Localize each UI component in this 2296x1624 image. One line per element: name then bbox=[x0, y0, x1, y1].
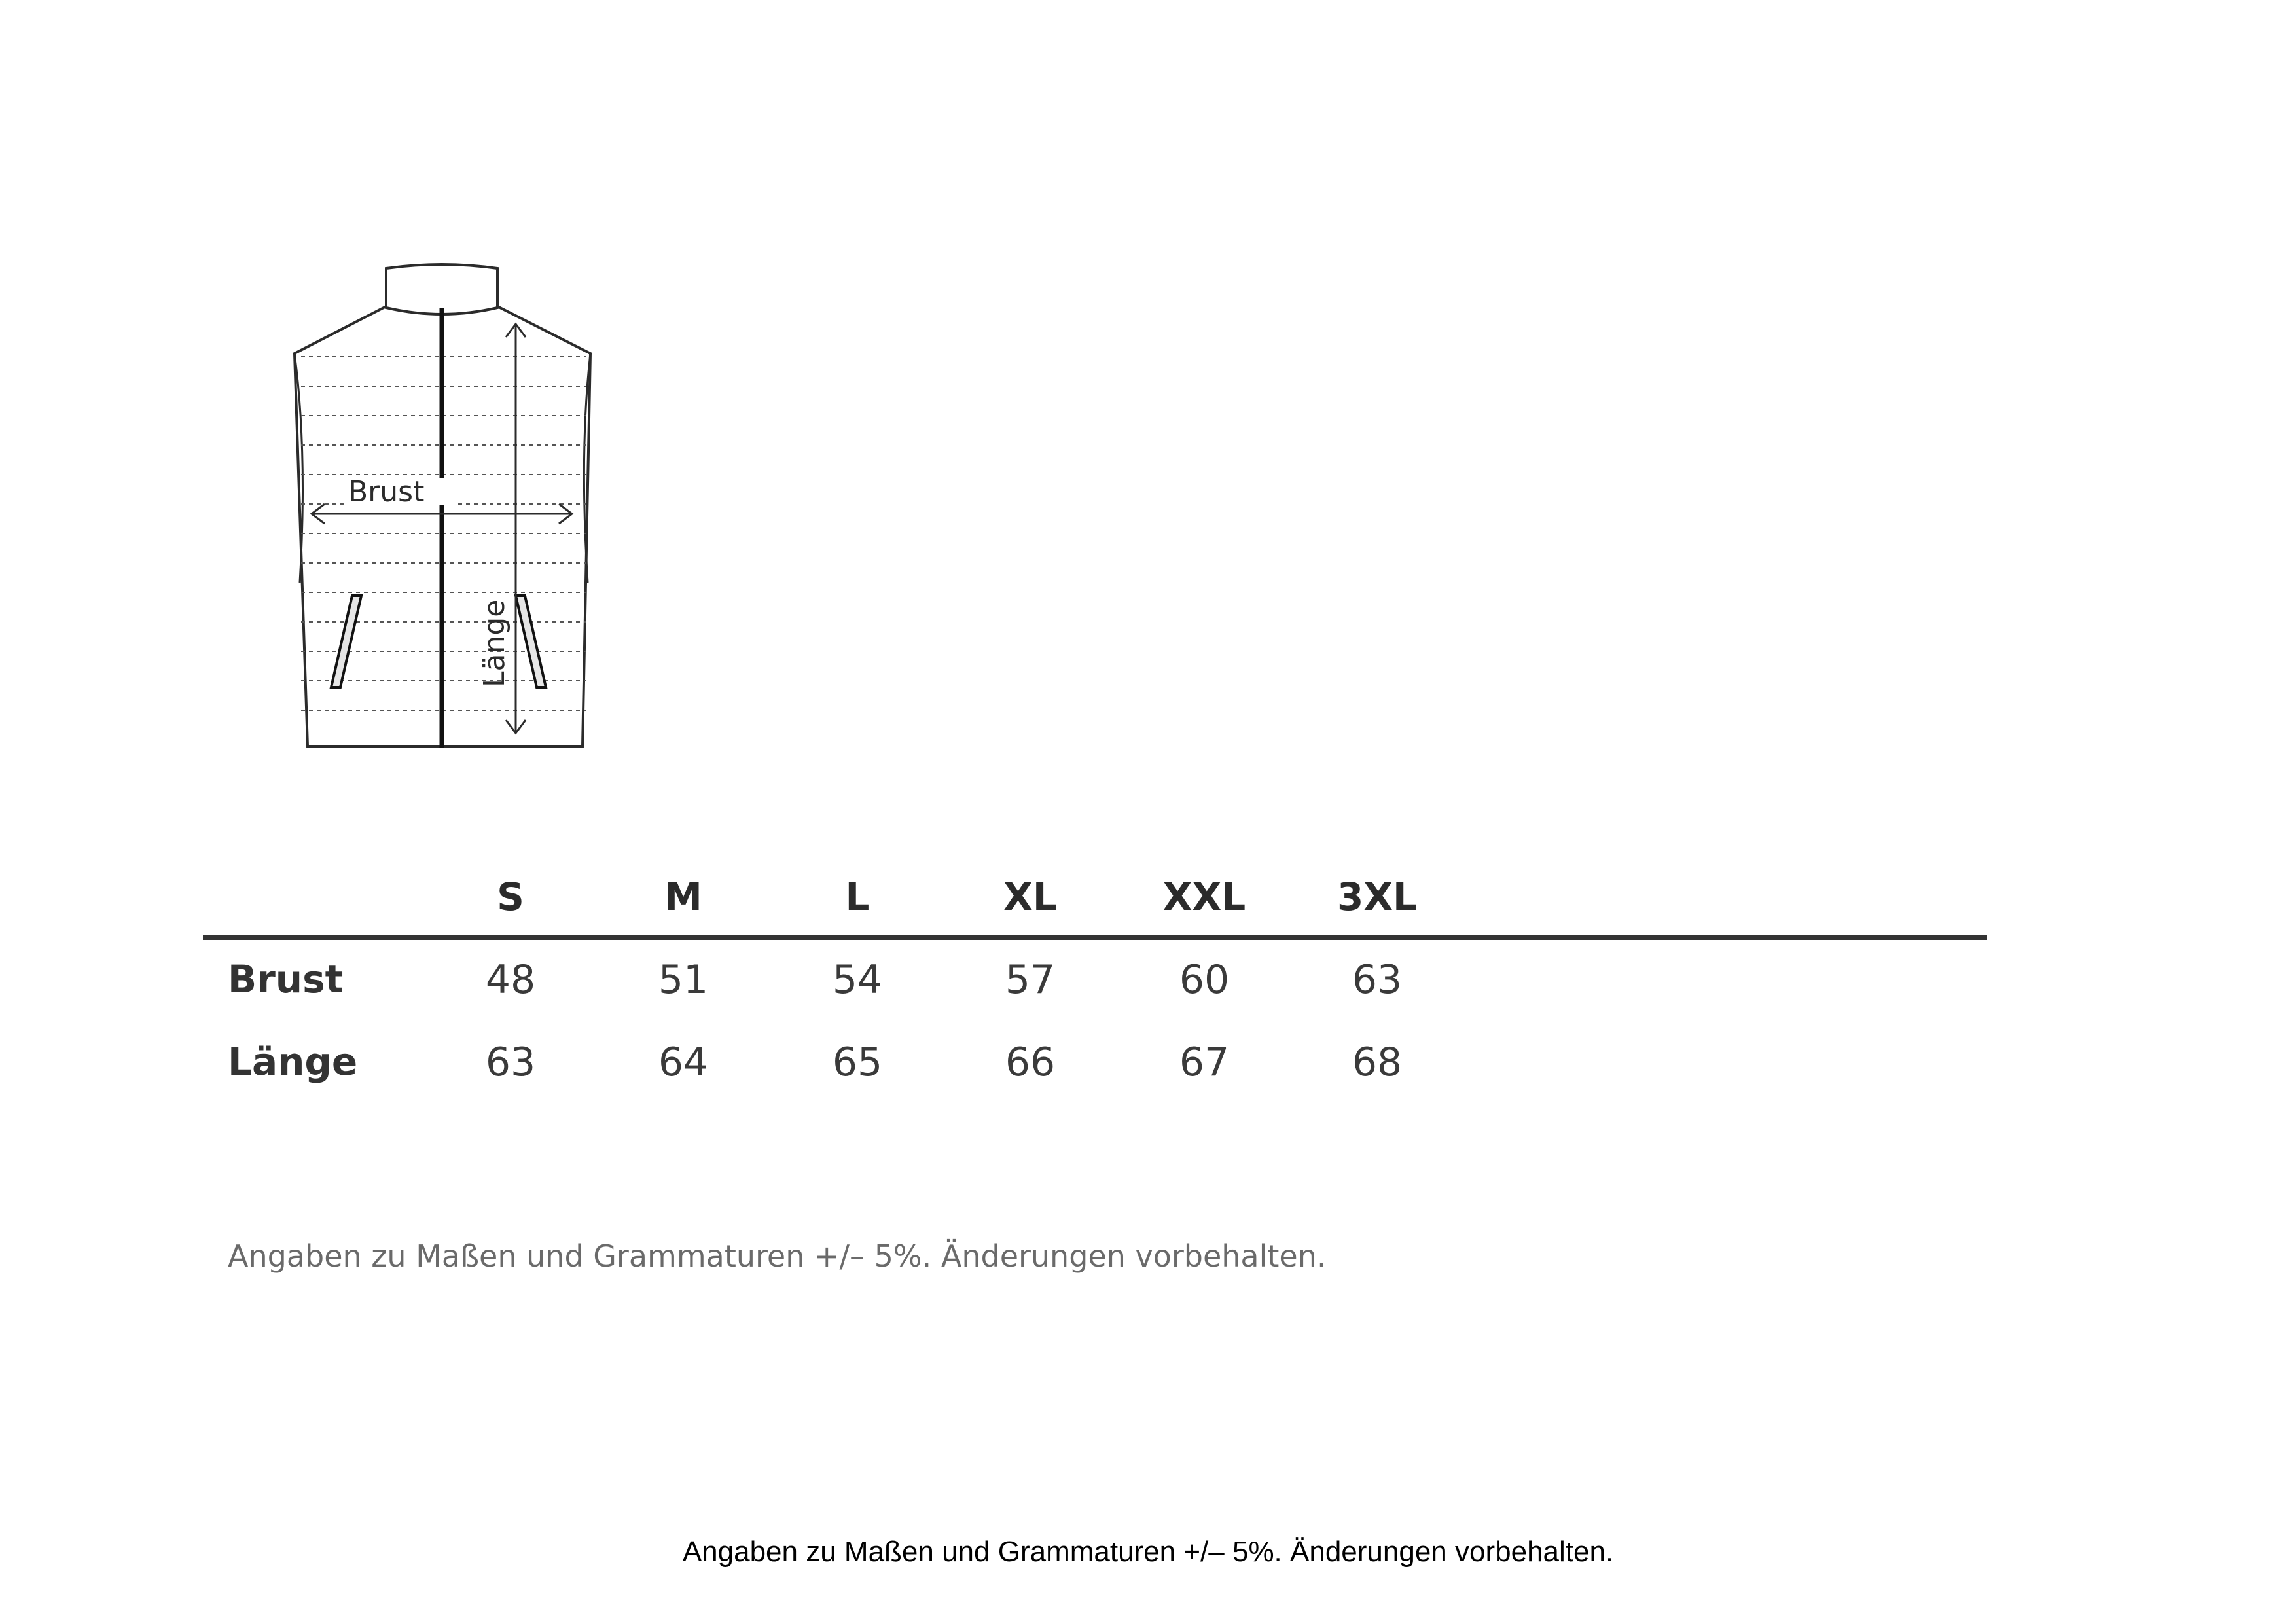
brust-value-s: 48 bbox=[485, 957, 536, 1003]
laenge-value-m: 64 bbox=[658, 1039, 709, 1085]
row-label-brust: Brust bbox=[228, 957, 344, 1001]
laenge-value-s: 63 bbox=[485, 1039, 536, 1085]
laenge-value-l: 65 bbox=[832, 1039, 883, 1085]
laenge-value-xxl: 67 bbox=[1179, 1039, 1230, 1085]
disclaimer-note: Angaben zu Maßen und Grammaturen +/– 5%. Änderungen vorbehalten. bbox=[228, 1238, 1327, 1274]
brust-diagram-label: Brust bbox=[348, 475, 425, 509]
size-header-3xl: 3XL bbox=[1336, 875, 1418, 919]
laenge-value-3xl: 68 bbox=[1352, 1039, 1403, 1085]
brust-value-xl: 57 bbox=[1005, 957, 1056, 1003]
size-header-l: L bbox=[845, 875, 870, 919]
laenge-value-xl: 66 bbox=[1005, 1039, 1056, 1085]
brust-value-m: 51 bbox=[658, 957, 709, 1003]
brust-value-3xl: 63 bbox=[1352, 957, 1403, 1003]
footer-disclaimer-note: Angaben zu Maßen und Grammaturen +/– 5%. Änderungen vorbehalten. bbox=[682, 1536, 1614, 1568]
brust-value-l: 54 bbox=[832, 957, 883, 1003]
row-label-laenge: Länge bbox=[228, 1039, 358, 1084]
table-header-rule bbox=[203, 935, 1987, 940]
brust-value-xxl: 60 bbox=[1179, 957, 1230, 1003]
size-header-s: S bbox=[497, 875, 524, 919]
laenge-diagram-label: Länge bbox=[478, 599, 511, 687]
size-header-xxl: XXL bbox=[1162, 875, 1246, 919]
size-header-xl: XL bbox=[1003, 875, 1057, 919]
size-header-m: M bbox=[664, 875, 702, 919]
